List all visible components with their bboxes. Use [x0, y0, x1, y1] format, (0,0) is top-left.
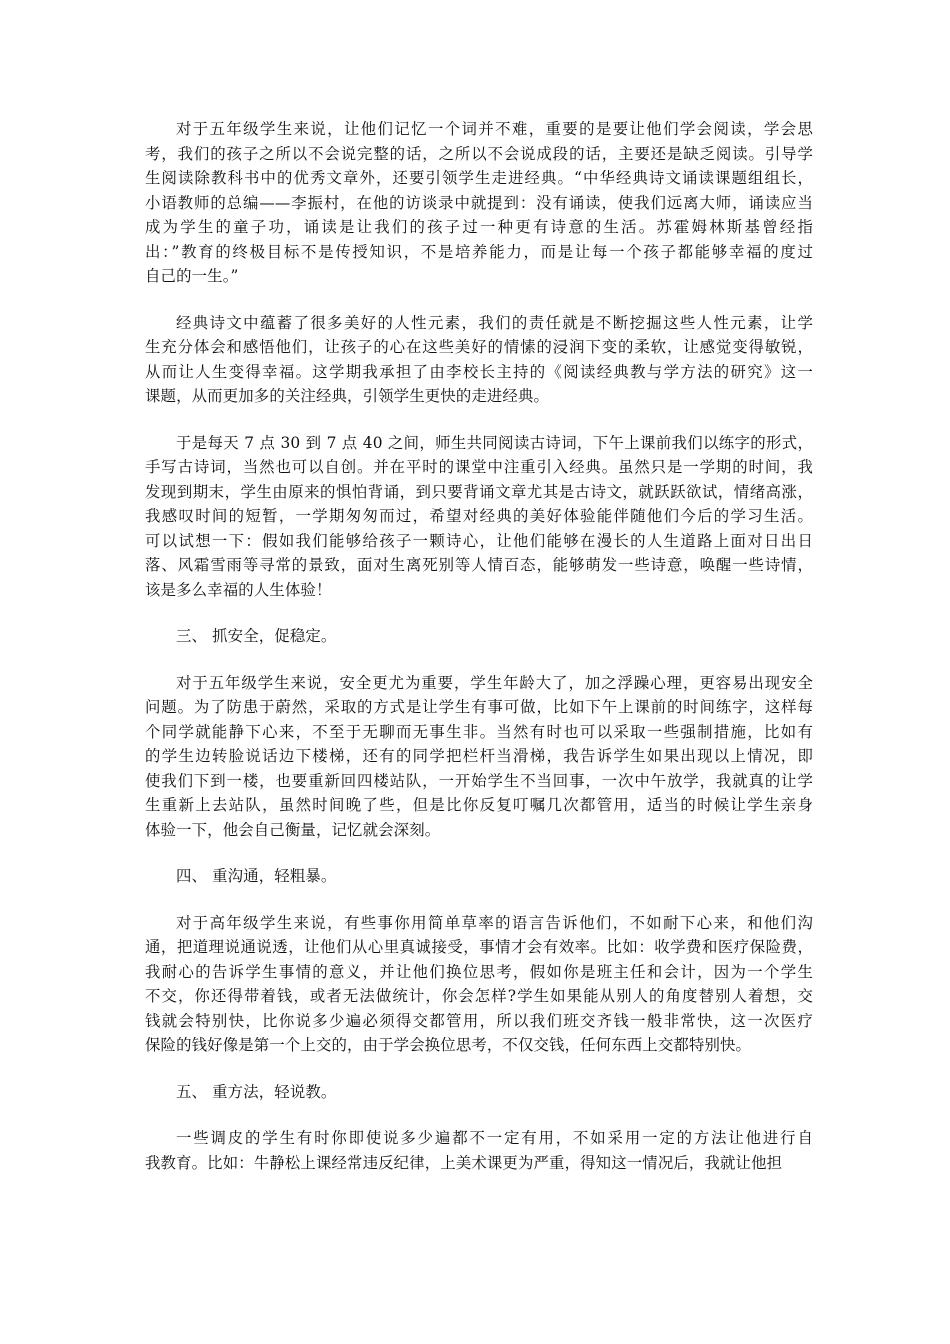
paragraph-line: 对于五年级学生来说，安全更尤为重要，学生年龄大了，加之浮躁心理，更容易出现安全: [176, 673, 813, 692]
paragraph-line: 不交，你还得带着钱，或者无法做统计，你会怎样?学生如果能从别人的角度替别人着想，交: [145, 987, 813, 1005]
paragraph-line: 手写古诗词，当然也可以自创。并在平时的课堂中注重引入经典。虽然只是一学期的时间，我: [145, 458, 813, 476]
paragraph-line: 保险的钱好像是第一个上交的，由于学会换位思考，不仅交钱，任何东西上交都特别快。: [145, 1036, 752, 1054]
body-paragraph: [145, 311, 813, 409]
paragraph-line: 生阅读除教科书中的优秀文章外，还要引领学生走进经典。“中华经典诗文诵读课题组组长，: [145, 169, 813, 187]
paragraph-line: 钱就会特别快，比你说多少遍必须得交都管用，所以我们班交齐钱一般非常快，这一次医疗: [145, 1011, 813, 1030]
document-page: [145, 117, 813, 1197]
paragraph-line: 对于高年级学生来说，有些事你用简单草率的语言告诉他们，不如耐下心来，和他们沟: [176, 913, 813, 932]
paragraph-line: 出：”教育的终极目标不是传授知识，不是培养能力，而是让每一个孩子都能够幸福的度过: [145, 242, 813, 261]
body-paragraph: [145, 911, 813, 1058]
body-paragraph: [145, 1126, 813, 1175]
paragraph-line: 体验一下，他会自己衡量，记忆就会深刻。: [145, 820, 441, 839]
paragraph-line: 该是多么幸福的人生体验！: [145, 580, 332, 599]
section-heading: 三、 抓安全，促稳定。: [176, 627, 337, 645]
paragraph-line: 一些调皮的学生有时你即使说多少遍都不一定有用，不如采用一定的方法让他进行自: [176, 1129, 813, 1147]
paragraph-line: 的学生边转脸说话边下楼梯，还有的同学把栏杆当滑梯，我告诉学生如果出现以上情况，即: [145, 747, 813, 765]
body-paragraph: [145, 671, 813, 843]
paragraph-line: 对于五年级学生来说，让他们记忆一个词并不难，重要的是要让他们学会阅读，学会思: [176, 120, 813, 138]
paragraph-line: 我耐心的告诉学生事情的意义，并让他们换位思考，假如你是班主任和会计，因为一个学生: [145, 962, 813, 981]
paragraph-line: 我感叹时间的短暂，一学期匆匆而过，希望对经典的美好体验能伴随他们今后的学习生活。: [145, 507, 813, 525]
paragraph-line: 成为学生的童子功，诵读是让我们的孩子过一种更有诗意的生活。苏霍姆林斯基曾经指: [145, 218, 813, 236]
section-heading: 四、 重沟通，轻粗暴。: [176, 867, 337, 885]
body-paragraph: [145, 117, 813, 289]
paragraph-line: 生充分体会和感悟他们，让孩子的心在这些美好的情愫的浸润下变的柔软，让感觉变得敏锐，: [145, 338, 813, 356]
paragraph-line: 落、风霜雪雨等寻常的景致，面对生离死别等人情百态，能够萌发一些诗意，唤醒一些诗情，: [145, 556, 813, 574]
paragraph-line: 通，把道理说通说透，让他们从心里真诚接受，事情才会有效率。比如：收学费和医疗保险费，: [145, 938, 813, 956]
section-heading: 五、 重方法，轻说教。: [176, 1082, 337, 1101]
paragraph-line: 小语教师的总编——李振村，在他的访谈录中就提到：没有诵读，使我们远离大师，诵读应当: [145, 193, 813, 212]
paragraph-line: 个同学就能静下心来，不至于无聊而无事生非。当然有时也可以采取一些强制措施，比如有: [145, 722, 813, 741]
paragraph-line: 我教育。比如：牛静松上课经常违反纪律，上美术课更为严重，得知这一情况后，我就让他担: [145, 1153, 783, 1172]
paragraph-line: 考，我们的孩子之所以不会说完整的话，之所以不会说成段的话，主要还是缺乏阅读。引导学: [145, 144, 813, 163]
body-paragraph: [145, 431, 813, 603]
paragraph-line: 发现到期末，学生由原来的惧怕背诵，到只要背诵文章尤其是古诗文，就跃跃欲试，情绪高涨，: [145, 482, 813, 501]
paragraph-line: 可以试想一下：假如我们能够给孩子一颗诗心，让他们能够在漫长的人生道路上面对日出日: [145, 531, 813, 550]
paragraph-line: 问题。为了防患于蔚然，采取的方式是让学生有事可做，比如下午上课前的时间练字，这样每: [145, 698, 813, 716]
paragraph-line: 课题，从而更加多的关注经典，引领学生更快的走进经典。: [145, 387, 550, 405]
paragraph-line: 使我们下到一楼，也要重新回四楼站队，一开始学生不当回事，一次中午放学，我就真的让学: [145, 771, 813, 790]
paragraph-line: 自己的一生。”: [145, 267, 239, 285]
paragraph-line: 经典诗文中蕴蓄了很多美好的人性元素，我们的责任就是不断挖掘这些人性元素，让学: [176, 313, 813, 332]
paragraph-line: 于是每天 7 点 30 到 7 点 40 之间，师生共同阅读古诗词，下午上课前我们以练字的形式，: [176, 433, 813, 452]
paragraph-line: 生重新上去站队，虽然时间晚了些，但是比你反复叮嘱几次都管用，适当的时候让学生亲身: [145, 796, 813, 814]
paragraph-line: 从而让人生变得幸福。这学期我承担了由李校长主持的《阅读经典教与学方法的研究》这一: [145, 362, 813, 381]
